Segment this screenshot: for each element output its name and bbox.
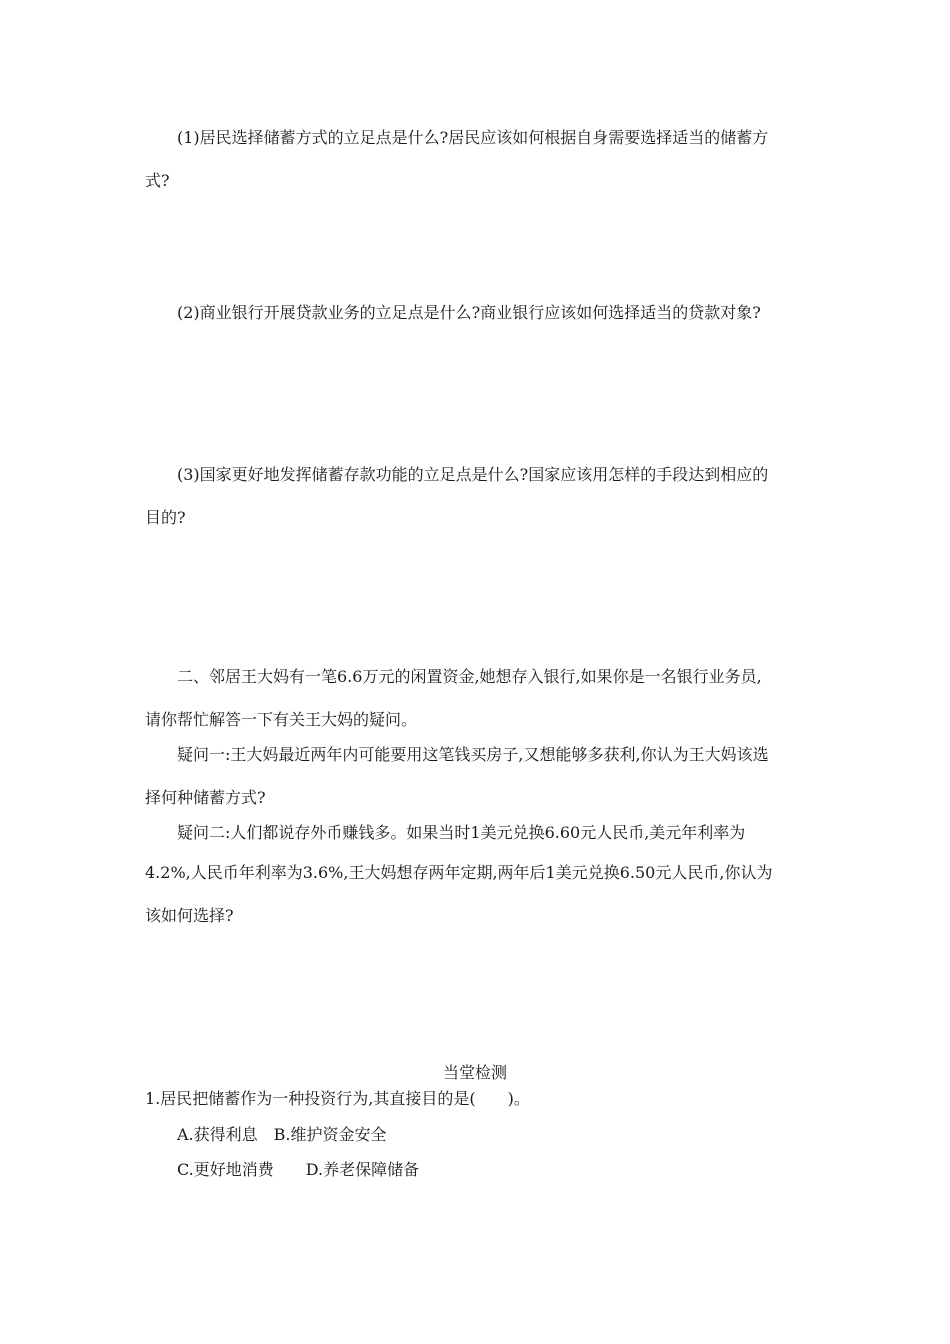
doubt-1-line-1: 疑问一:王大妈最近两年内可能要用这笔钱买房子,又想能够多获利,你认为王大妈该选 bbox=[177, 745, 769, 764]
section-2-intro-line-2: 请你帮忙解答一下有关王大妈的疑问。 bbox=[145, 710, 418, 729]
doubt-2-line-1: 疑问二:人们都说存外币赚钱多。如果当时1美元兑换6.60元人民币,美元年利率为 bbox=[177, 823, 746, 842]
question-3-line-1: (3)国家更好地发挥储蓄存款功能的立足点是什么?国家应该用怎样的手段达到相应的 bbox=[177, 465, 769, 484]
doubt-2-line-2: 4.2%,人民币年利率为3.6%,王大妈想存两年定期,两年后1美元兑换6.50元人民币,你认为 bbox=[145, 863, 773, 882]
quiz-options-row-1: A.获得利息 B.维护资金安全 bbox=[177, 1125, 387, 1144]
section-2-intro-line-1: 二、邻居王大妈有一笔6.6万元的闲置资金,她想存入银行,如果你是一名银行业务员, bbox=[177, 667, 762, 686]
question-1-line-1: (1)居民选择储蓄方式的立足点是什么?居民应该如何根据自身需要选择适当的储蓄方 bbox=[177, 128, 769, 147]
question-1-line-2: 式? bbox=[145, 171, 170, 190]
question-3-line-2: 目的? bbox=[145, 508, 186, 527]
quiz-options-row-2: C.更好地消费 D.养老保障储备 bbox=[177, 1160, 420, 1179]
doubt-1-line-2: 择何种储蓄方式? bbox=[145, 788, 266, 807]
doubt-2-line-3: 该如何选择? bbox=[145, 906, 234, 925]
quiz-title: 当堂检测 bbox=[442, 1063, 507, 1082]
question-2-line-1: (2)商业银行开展贷款业务的立足点是什么?商业银行应该如何选择适当的贷款对象? bbox=[177, 303, 761, 322]
quiz-question-1-stem: 1.居民把储蓄作为一种投资行为,其直接目的是( )。 bbox=[145, 1089, 530, 1108]
